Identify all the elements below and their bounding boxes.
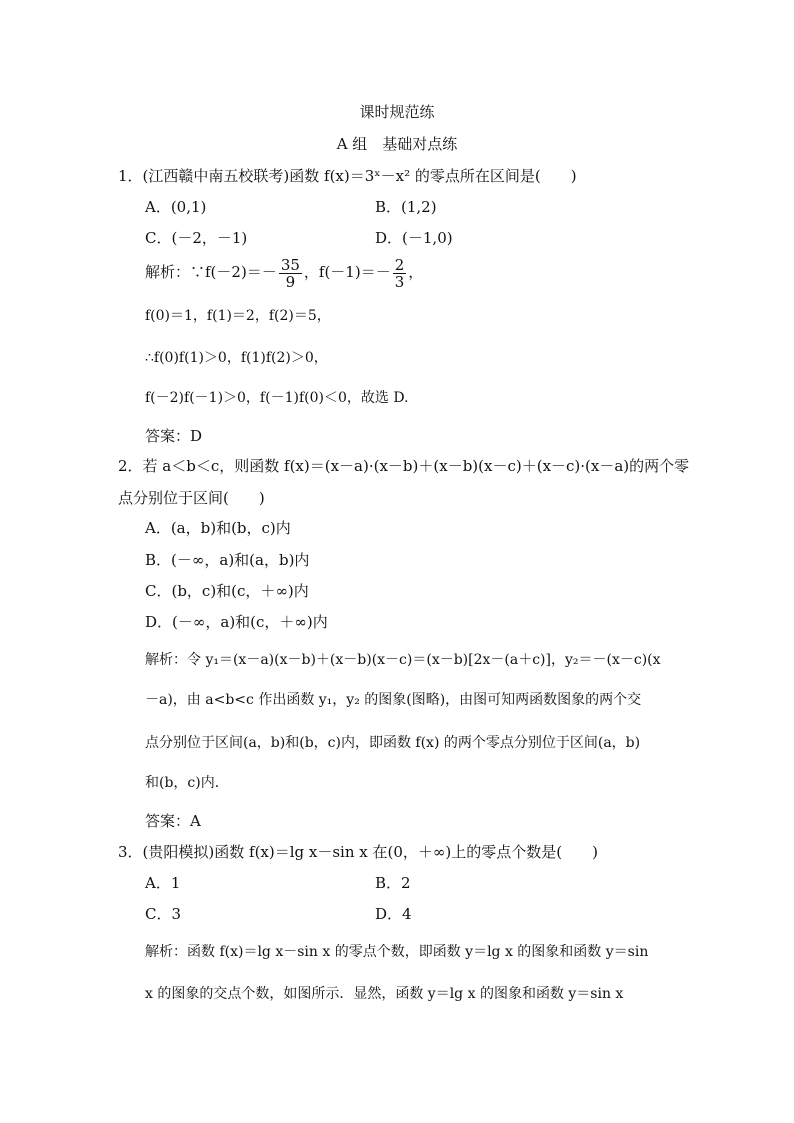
q1-frac1-den: 9: [285, 272, 296, 291]
q2-solution-line-4: 和(b，c)内．: [145, 775, 229, 791]
q1-option-b: B．(1,2): [375, 198, 437, 216]
q1-option-a: A．(0,1): [145, 198, 207, 216]
q2-solution-line-2: －a)，由 a<b<c 作出函数 y₁，y₂ 的图象(图略)，由图可知两函数图象的两个交: [145, 692, 642, 708]
q1-frac2-den: 3: [394, 272, 405, 291]
q1-solution-line-3: ∴f(0)f(1)＞0，f(1)f(2)＞0，: [145, 350, 328, 366]
q2-stem-line-2: 点分别位于区间( ): [118, 489, 265, 507]
q1-solution-line-2: f(0)＝1，f(1)＝2，f(2)＝5，: [145, 308, 331, 324]
q1-stem: 1．(江西赣中南五校联考)函数 f(x)＝3ˣ－x² 的零点所在区间是( ): [118, 167, 577, 185]
q1-sol-prefix: 解析：∵f(－2)＝－: [145, 263, 277, 281]
q1-frac1-num: 35: [280, 255, 300, 274]
q1-sol-end: ，: [408, 263, 424, 281]
q3-solution-line-1: 解析：函数 f(x)＝lg x－sin x 的零点个数，即函数 y＝lg x 的图象和函数 y＝sin: [145, 944, 649, 960]
q1-answer: 答案：D: [145, 427, 203, 445]
q1-sol-mid: ，f(－1)＝－: [303, 263, 391, 281]
section-subtitle: A 组 基础对点练: [336, 135, 458, 153]
q2-option-d: D．(－∞，a)和(c，＋∞)内: [145, 613, 328, 631]
q2-stem-line-1: 2．若 a＜b＜c，则函数 f(x)＝(x－a)·(x－b)＋(x－b)(x－c)＋(x－c)·(x－a)的两个零: [118, 457, 690, 475]
q2-option-a: A．(a，b)和(b，c)内: [145, 519, 291, 537]
q1-solution-line-1: [145, 254, 423, 290]
q2-solution-line-1: 解析：令 y₁＝(x－a)(x－b)＋(x－b)(x－c)＝(x－b)[2x－(a＋c)]，y₂＝－(x－c)(x: [145, 652, 661, 668]
q1-fraction-1: [279, 257, 302, 290]
q2-option-c: C．(b，c)和(c，＋∞)内: [145, 582, 309, 600]
q1-solution-line-4: f(－2)f(－1)＞0，f(－1)f(0)＜0，故选 D.: [145, 390, 409, 406]
q3-stem: 3．(贵阳模拟)函数 f(x)＝lg x－sin x 在(0，＋∞)上的零点个数是( ): [118, 843, 598, 861]
q1-option-d: D．(－1,0): [375, 229, 453, 247]
q1-option-c: C．(－2，－1): [145, 229, 248, 247]
q3-option-d: D．4: [375, 905, 412, 923]
q3-option-b: B．2: [375, 874, 411, 892]
q3-option-a: A．1: [145, 874, 181, 892]
q3-option-c: C．3: [145, 905, 182, 923]
q2-option-b: B．(－∞，a)和(a，b)内: [145, 551, 310, 569]
q3-solution-line-2: x 的图象的交点个数，如图所示．显然，函数 y＝lg x 的图象和函数 y＝sin x: [145, 986, 624, 1002]
q1-fraction-2: [393, 257, 407, 290]
q1-frac2-num: 2: [394, 255, 405, 274]
q2-solution-line-3: 点分别位于区间(a，b)和(b，c)内，即函数 f(x) 的两个零点分别位于区间(a，b): [145, 735, 641, 751]
q2-answer: 答案：A: [145, 812, 201, 830]
page-title: 课时规范练: [359, 103, 435, 121]
